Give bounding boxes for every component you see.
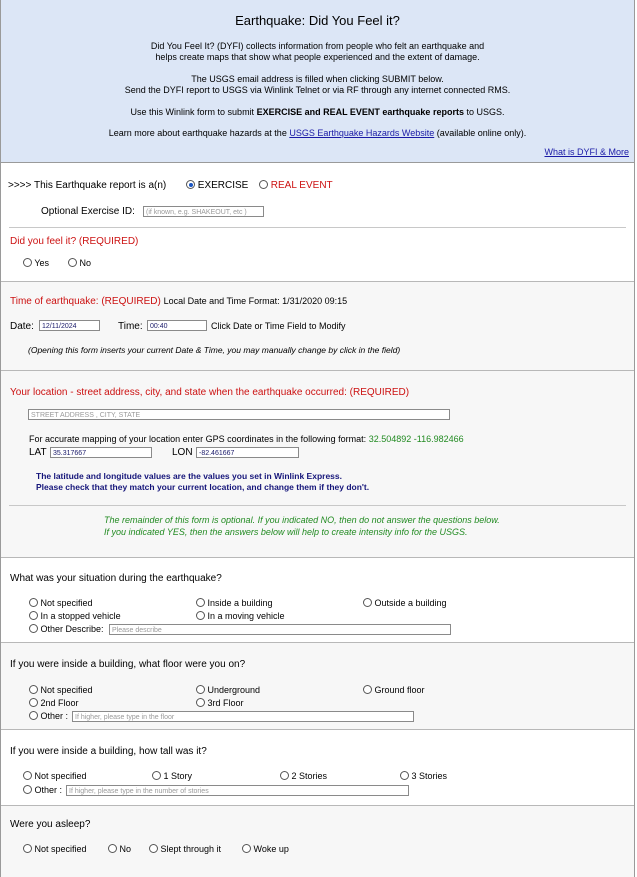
gps-example: 32.504892 -116.982466 — [368, 434, 464, 444]
situation-section — [1, 558, 634, 643]
real-event-option[interactable]: REAL EVENT — [259, 180, 333, 191]
report-type-label: >>>> This Earthquake report is a(n) — [8, 180, 167, 191]
gps-note-row — [29, 434, 464, 444]
asleep-not-specified-radio[interactable] — [23, 844, 32, 853]
situation-not-specified[interactable]: Not specified — [29, 598, 93, 608]
tall-section — [1, 730, 634, 806]
tall-question: If you were inside a building, how tall was it? — [10, 746, 207, 757]
situation-question: What was your situation during the earthquake? — [10, 573, 222, 584]
floor-question: If you were inside a building, what floor were you on? — [10, 659, 246, 670]
floor-2nd[interactable]: 2nd Floor — [29, 698, 79, 708]
floor-other[interactable]: Other : — [29, 711, 68, 721]
tall-not-specified-radio[interactable] — [23, 771, 32, 780]
floor-not-specified[interactable]: Not specified — [29, 685, 93, 695]
tall-2-stories[interactable]: 2 Stories — [280, 771, 327, 781]
floor-ground[interactable]: Ground floor — [363, 685, 425, 695]
asleep-woke-up[interactable]: Woke up — [242, 844, 289, 854]
location-question: Your location - street address, city, and state when the earthquake occurred: — [10, 387, 347, 398]
situation-other[interactable]: Other Describe: — [29, 624, 104, 634]
divider — [9, 227, 626, 228]
situation-describe-input[interactable]: Please describe — [109, 624, 451, 635]
situation-inside-building[interactable]: Inside a building — [196, 598, 273, 608]
time-section — [1, 282, 634, 371]
asleep-no-radio[interactable] — [108, 844, 117, 853]
situation-stopped-vehicle-radio[interactable] — [29, 611, 38, 620]
floor-section — [1, 643, 634, 730]
felt-question: Did you feel it? (REQUIRED) — [10, 236, 139, 247]
felt-yes-radio[interactable] — [23, 258, 32, 267]
time-question-row — [10, 296, 347, 307]
floor-3rd[interactable]: 3rd Floor — [196, 698, 244, 708]
modify-note: Click Date or Time Field to Modify — [211, 321, 346, 331]
asleep-slept-through-radio[interactable] — [149, 844, 158, 853]
real-event-radio[interactable] — [259, 180, 268, 189]
situation-outside-building[interactable]: Outside a building — [363, 598, 447, 608]
date-label: Date: — [10, 321, 34, 332]
tall-not-specified[interactable]: Not specified — [23, 771, 87, 781]
time-question: Time of earthquake: (REQUIRED) — [10, 296, 161, 307]
floor-other-input[interactable]: If higher, please type in the floor — [72, 711, 414, 722]
floor-3rd-radio[interactable] — [196, 698, 205, 707]
page-title: Earthquake: Did You Feel it? — [235, 13, 400, 28]
situation-moving-vehicle[interactable]: In a moving vehicle — [196, 611, 285, 621]
situation-outside-building-radio[interactable] — [363, 598, 372, 607]
usgs-hazards-link[interactable]: USGS Earthquake Hazards Website — [289, 128, 435, 138]
tall-other[interactable]: Other : — [23, 785, 62, 795]
location-question-row — [10, 387, 409, 398]
exercise-id-label: Optional Exercise ID: — [41, 206, 135, 217]
optional-note-1: The remainder of this form is optional. If you indicated NO, then do not answer the questions below. — [104, 515, 500, 525]
asleep-section — [1, 806, 634, 877]
asleep-slept-through[interactable]: Slept through it — [149, 844, 221, 854]
lat-label: LAT — [29, 447, 47, 458]
latlon-note-1: The latitude and longitude values are the values you set in Winlink Express. — [36, 471, 342, 481]
felt-yes-option[interactable]: Yes — [23, 258, 49, 268]
asleep-woke-up-radio[interactable] — [242, 844, 251, 853]
asleep-question: Were you asleep? — [10, 819, 91, 830]
exercise-radio[interactable] — [186, 180, 195, 189]
felt-no-option[interactable]: No — [68, 258, 91, 268]
intro-text-1: Did You Feel It? (DYFI) collects information from people who felt an earthquake and — [150, 41, 485, 51]
floor-2nd-radio[interactable] — [29, 698, 38, 707]
tall-1-story[interactable]: 1 Story — [152, 771, 192, 781]
tall-other-radio[interactable] — [23, 785, 32, 794]
report-type-section — [1, 163, 634, 282]
location-required: (REQUIRED) — [349, 387, 410, 398]
exercise-id-input[interactable]: (if known, e.g. SHAKEOUT, etc ) — [143, 206, 264, 217]
lat-input[interactable]: 35.317667 — [50, 447, 152, 458]
optional-note-2: If you indicated YES, then the answers below will help to create intensity info for the USGS. — [104, 527, 468, 537]
tall-other-input[interactable]: If higher, please type in the number of stories — [66, 785, 409, 796]
tall-3-stories-radio[interactable] — [400, 771, 409, 780]
situation-other-radio[interactable] — [29, 624, 38, 633]
time-label: Time: — [118, 321, 143, 332]
tall-2-stories-radio[interactable] — [280, 771, 289, 780]
email-text-2: Send the DYFI report to USGS via Winlink Telnet or via RF through any internet connected RMS. — [124, 85, 511, 95]
situation-inside-building-radio[interactable] — [196, 598, 205, 607]
situation-not-specified-radio[interactable] — [29, 598, 38, 607]
gps-note: For accurate mapping of your location enter GPS coordinates in the following format: — [29, 434, 367, 444]
floor-underground-radio[interactable] — [196, 685, 205, 694]
lon-label: LON — [172, 447, 193, 458]
floor-not-specified-radio[interactable] — [29, 685, 38, 694]
floor-ground-radio[interactable] — [363, 685, 372, 694]
situation-moving-vehicle-radio[interactable] — [196, 611, 205, 620]
address-input[interactable]: STREET ADDRESS , CITY, STATE — [28, 409, 450, 420]
tall-1-story-radio[interactable] — [152, 771, 161, 780]
tall-3-stories[interactable]: 3 Stories — [400, 771, 447, 781]
asleep-no[interactable]: No — [108, 844, 131, 854]
email-text-1: The USGS email address is filled when clicking SUBMIT below. — [191, 74, 444, 84]
use-text: Use this Winlink form to submit EXERCISE and REAL EVENT earthquake reports to USGS. — [130, 107, 505, 117]
latlon-note-2: Please check that they match your current location, and change them if they don't. — [36, 482, 370, 492]
use-text-bold: EXERCISE and REAL EVENT earthquake reports — [256, 107, 464, 117]
felt-no-radio[interactable] — [68, 258, 77, 267]
asleep-not-specified[interactable]: Not specified — [23, 844, 87, 854]
location-section — [1, 371, 634, 558]
form-header — [1, 0, 634, 163]
divider — [9, 505, 626, 506]
floor-underground[interactable]: Underground — [196, 685, 260, 695]
time-format-note: Local Date and Time Format: 1/31/2020 09:15 — [163, 296, 348, 306]
what-is-dyfi-link[interactable]: What is DYFI & More — [544, 147, 629, 157]
situation-stopped-vehicle[interactable]: In a stopped vehicle — [29, 611, 121, 621]
floor-other-radio[interactable] — [29, 711, 38, 720]
time-input[interactable]: 00:40 — [147, 320, 207, 331]
opening-note: (Opening this form inserts your current Date & Time, you may manually change by click in the field) — [28, 345, 401, 355]
learn-text: Learn more about earthquake hazards at the USGS Earthquake Hazards Website (available online only). — [108, 128, 527, 138]
intro-text-2: helps create maps that show what people experienced and the extent of damage. — [155, 52, 480, 62]
date-input[interactable]: 12/11/2024 — [39, 320, 100, 331]
lon-input[interactable]: -82.461667 — [196, 447, 299, 458]
exercise-option[interactable]: EXERCISE — [186, 180, 248, 191]
